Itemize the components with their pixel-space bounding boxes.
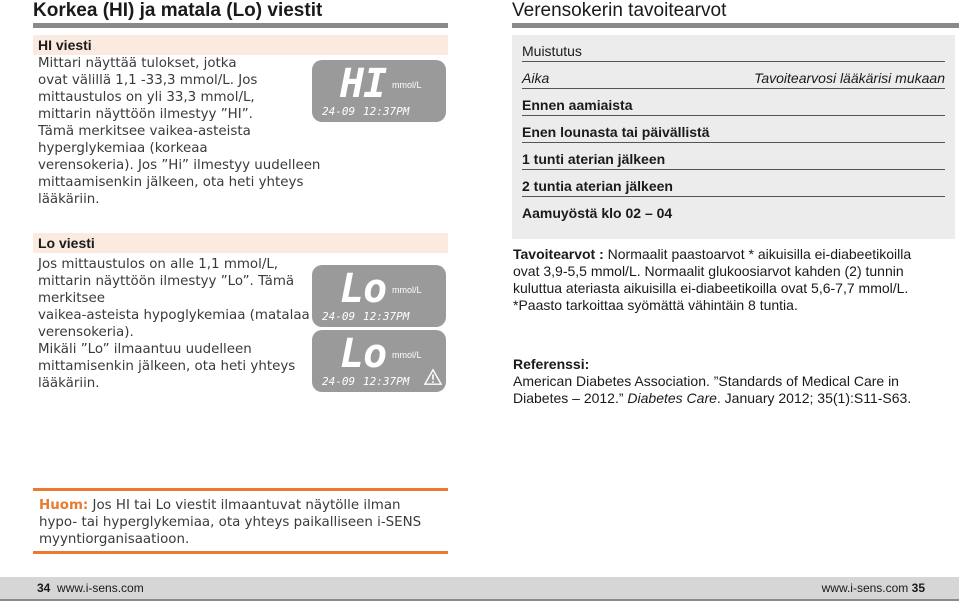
note-label: Huom: <box>39 498 89 513</box>
page-title-left: Korkea (HI) ja matala (Lo) viestit <box>33 0 323 21</box>
lo-section-text: Jos mittaustulos on alle 1,1 mmol/L, mittarin näyttöön ilmestyy ”Lo”. Tämä merkitsee vaikea-asteista hypoglykemiaa (matalaa verensokeria). Mikäli ”Lo” ilmaantuu uudelleen mittamisenkin jälkeen, ota heti yhteys lääkäriin. <box>38 257 310 391</box>
display-unit: mmol/L <box>392 350 422 360</box>
display-unit: mmol/L <box>392 80 422 90</box>
memo-row: Ennen aamiaista <box>522 89 945 116</box>
display-time: 12:37PM <box>363 375 410 388</box>
display-reading: Lo <box>340 331 387 377</box>
meter-display-hi <box>312 60 446 122</box>
page-number-left: 34 <box>37 581 51 595</box>
lo-section-heading: Lo viesti <box>33 233 448 253</box>
meter-display-lo-warning <box>312 330 446 392</box>
page-title-right: Verensokerin tavoitearvot <box>512 0 727 21</box>
footer-left <box>37 581 144 595</box>
reference-text: American Diabetes Association. ”Standards of Medical Care in Diabetes – 2012.” Diabetes Care. January 2012; 35(1):S11-S63. <box>513 373 912 406</box>
display-date: 24-09 <box>322 310 356 323</box>
hi-section-text: Mittari näyttää tulokset, jotka ovat välillä 1,1 -33,3 mmol/L. Jos mittaustulos on yli 33,3 mmol/L, mittarin näyttöön ilmestyy ”HI”. Tämä merkitsee vaikea-asteista hyperglykemiaa (korkeaa verensokeria). Jos ”Hi” ilmestyy uudelleen mittaamisenkin jälkeen, ota heti yhteys lääkäriin. <box>38 56 321 207</box>
memo-heading: Muistutus <box>522 35 945 62</box>
display-reading: Lo <box>340 266 387 312</box>
hi-section-heading: HI viesti <box>33 35 448 55</box>
target-values-text: Tavoitearvot : Normaalit paastoarvot * aikuisilla ei-diabeetikoilla ovat 3,9-5,5 mmol/L. Normaalit glukoosiarvot kahden (2) tunnin kuluttua ateriasta aikuisilla ei-diabeetikoilla ovat 5,6-7,7 mmol/L. *Paasto tarkoittaa syömättä vähintäin 8 tuntia. <box>513 246 912 313</box>
display-reading: HI <box>340 61 387 107</box>
display-date: 24-09 <box>322 375 356 388</box>
memo-column-header <box>522 62 945 89</box>
display-unit: mmol/L <box>392 285 422 295</box>
target-values-label: Tavoitearvot : <box>513 246 604 262</box>
footer-right <box>822 581 925 595</box>
memo-row: Enen lounasta tai päivällistä <box>522 116 945 143</box>
memo-row: 2 tuntia aterian jälkeen <box>522 170 945 197</box>
warning-icon <box>424 368 442 386</box>
note-text: Jos HI tai Lo viestit ilmaantuvat näytölle ilman hypo- tai hyperglykemiaa, ota yhteys paikalliseen i-SENS myyntiorganisaatioon. <box>39 498 422 547</box>
reference-heading: Referenssi: <box>513 356 590 372</box>
footer-url-right: www.i-sens.com <box>821 581 909 595</box>
meter-display-lo <box>312 265 446 327</box>
title-divider-left <box>33 23 448 28</box>
memo-col-left: Aika <box>522 70 550 86</box>
footer-divider <box>0 599 959 601</box>
note-box <box>33 488 448 554</box>
display-time: 12:37PM <box>363 105 410 118</box>
footer-url-left: www.i-sens.com <box>57 581 144 595</box>
display-time: 12:37PM <box>363 310 410 323</box>
reminder-table <box>512 35 955 239</box>
page-number-right: 35 <box>911 581 925 595</box>
display-date: 24-09 <box>322 105 356 118</box>
memo-row: Aamuyöstä klo 02 – 04 <box>522 205 673 221</box>
memo-row: 1 tunti aterian jälkeen <box>522 143 945 170</box>
title-divider-right <box>512 23 959 28</box>
journal-name: Diabetes Care <box>627 390 717 406</box>
memo-col-right: Tavoitearvosi lääkärisi mukaan <box>754 70 945 86</box>
